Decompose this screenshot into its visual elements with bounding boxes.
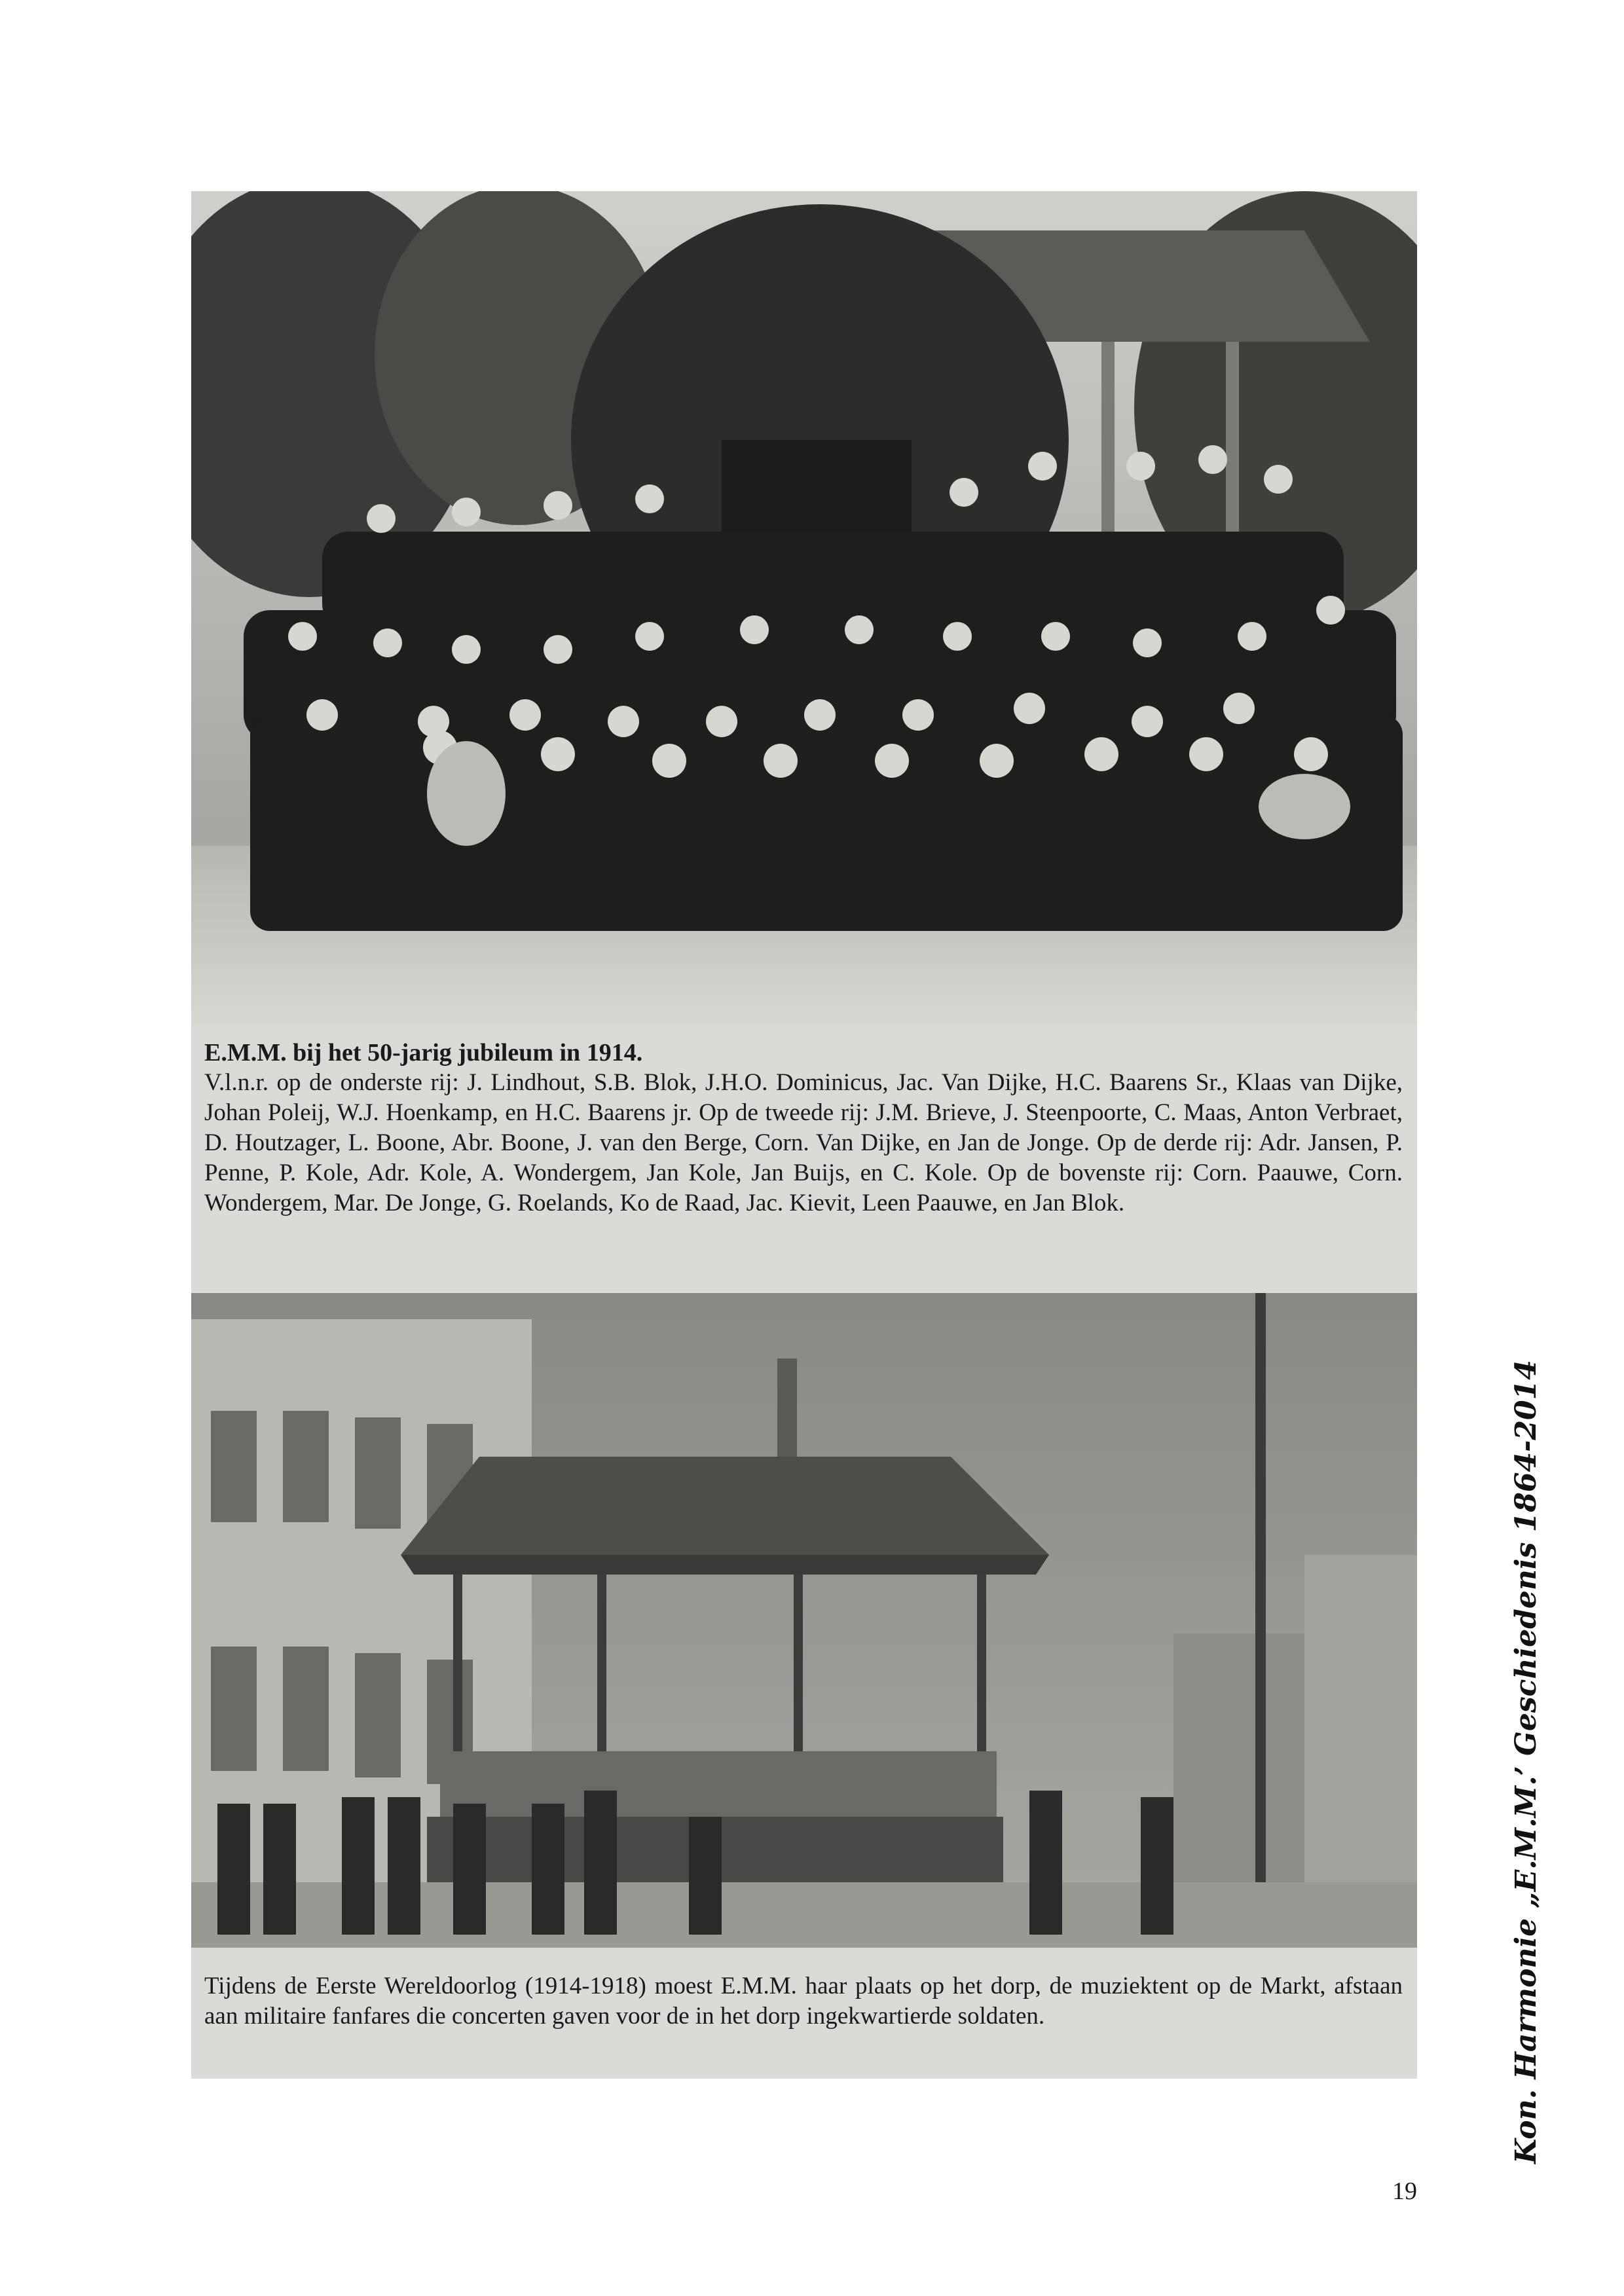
- caption-bottom: [191, 1948, 1417, 2079]
- caption-top-title: E.M.M. bij het 50-jarig jubileum in 1914.: [204, 1039, 643, 1066]
- caption-top: [191, 1026, 1417, 1293]
- page-number: 19: [1392, 2178, 1417, 2205]
- bandstand-photo: [191, 1293, 1417, 1948]
- running-title: Kon. Harmonie „E.M.M.’ Geschiedenis 1864-2014: [1509, 1360, 1543, 2164]
- band-group-photo: [191, 191, 1417, 1026]
- caption-bottom-text: Tijdens de Eerste Wereldoorlog (1914-1918) moest E.M.M. haar plaats op het dorp, de muziektent op de Markt, afstaan aan militaire fanfares die concerten gaven voor de in het dorp ingekwartierde soldaten.: [204, 1973, 1403, 2030]
- caption-top-text: V.l.n.r. op de onderste rij: J. Lindhout, S.B. Blok, J.H.O. Dominicus, Jac. Van Dijke, H.C. Baarens Sr., Klaas van Dijke, Johan Poleij, W.J. Hoenkamp, en H.C. Baarens jr. Op de tweede rij: J.M. Brieve, J. Steenpoorte, C. Maas, Anton Verbraet, D. Houtzager, L. Boone, Abr. Boone, J. van den Berge, Corn. Van Dijke, en Jan de Jonge. Op de derde rij: Adr. Jansen, P. Penne, P. Kole, Adr. Kole, A. Wondergem, Jan Kole, Jan Buijs, en C. Kole. Op de bovenste rij: Corn. Paauwe, Corn. Wondergem, Mar. De Jonge, G. Roelands, Ko de Raad, Jac. Kievit, Leen Paauwe, en Jan Blok.: [204, 1069, 1403, 1216]
